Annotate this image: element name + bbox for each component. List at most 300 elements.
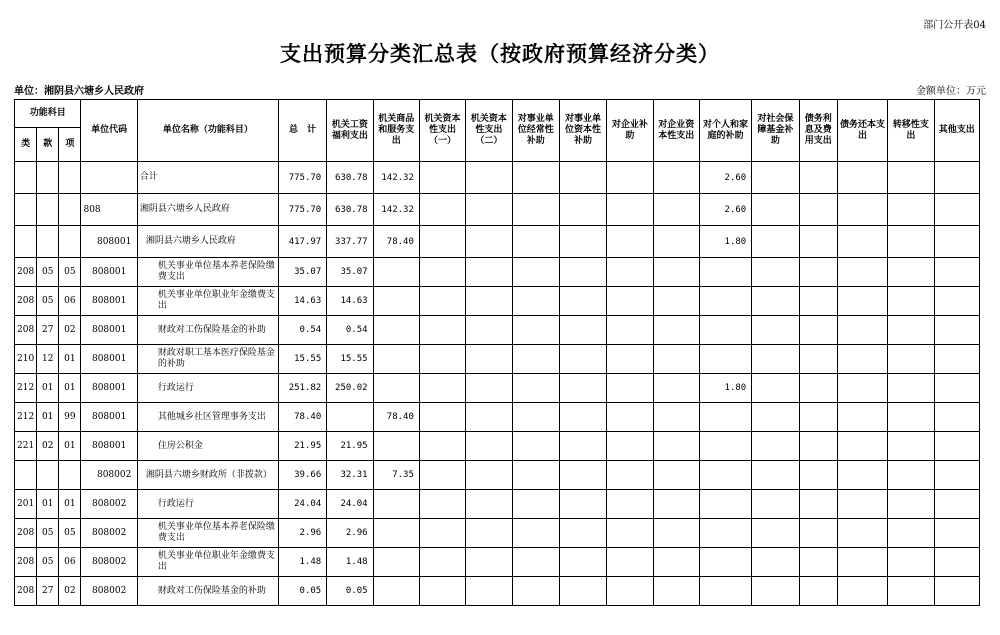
econ-cell bbox=[559, 226, 606, 258]
code-cell: 808 bbox=[81, 194, 137, 226]
table-row bbox=[15, 374, 980, 403]
econ-cell bbox=[607, 577, 653, 606]
econ-cell bbox=[888, 316, 934, 345]
econ-cell: 142.32 bbox=[373, 194, 419, 226]
lei-header: 类 bbox=[15, 128, 37, 162]
table-row bbox=[15, 432, 980, 461]
econ-cell bbox=[653, 403, 699, 432]
econ-cell bbox=[888, 345, 934, 374]
econ-cell bbox=[837, 432, 887, 461]
econ-cell bbox=[466, 490, 512, 519]
econ-cell bbox=[419, 287, 465, 316]
econ-cell bbox=[837, 258, 887, 287]
econ-cell: 32.31 bbox=[327, 461, 373, 490]
econ-cell bbox=[934, 162, 979, 194]
xiang-cell: 01 bbox=[59, 490, 81, 519]
kuan-cell bbox=[37, 194, 59, 226]
table-row bbox=[15, 316, 980, 345]
econ-cell bbox=[607, 548, 653, 577]
econ-cell: 2.60 bbox=[699, 162, 751, 194]
econ-cell bbox=[934, 316, 979, 345]
econ-cell bbox=[559, 162, 606, 194]
kuan-cell bbox=[37, 226, 59, 258]
xiang-cell: 02 bbox=[59, 577, 81, 606]
econ-cell bbox=[653, 519, 699, 548]
xiang-cell bbox=[59, 226, 81, 258]
econ-header: 对企业补助 bbox=[607, 100, 653, 162]
kuan-cell: 27 bbox=[37, 577, 59, 606]
total-cell: 0.54 bbox=[278, 316, 326, 345]
econ-cell bbox=[752, 345, 799, 374]
code-cell: 808002 bbox=[81, 490, 137, 519]
total-cell: 14.63 bbox=[278, 287, 326, 316]
econ-cell bbox=[888, 162, 934, 194]
econ-cell bbox=[653, 194, 699, 226]
econ-cell bbox=[934, 432, 979, 461]
econ-cell bbox=[934, 287, 979, 316]
econ-cell bbox=[934, 577, 979, 606]
econ-cell bbox=[512, 432, 559, 461]
econ-cell bbox=[512, 519, 559, 548]
econ-cell bbox=[373, 490, 419, 519]
econ-cell bbox=[559, 432, 606, 461]
econ-cell bbox=[419, 461, 465, 490]
econ-cell bbox=[512, 490, 559, 519]
name-cell: 机关事业单位基本养老保险缴费支出 bbox=[137, 258, 278, 287]
econ-cell bbox=[512, 548, 559, 577]
econ-cell bbox=[799, 461, 837, 490]
econ-cell bbox=[799, 403, 837, 432]
econ-cell bbox=[419, 519, 465, 548]
code-cell: 808002 bbox=[81, 577, 137, 606]
econ-cell bbox=[837, 345, 887, 374]
econ-cell: 1.80 bbox=[699, 226, 751, 258]
econ-cell bbox=[799, 316, 837, 345]
econ-cell bbox=[607, 226, 653, 258]
econ-cell bbox=[559, 316, 606, 345]
econ-cell bbox=[466, 403, 512, 432]
econ-cell bbox=[934, 461, 979, 490]
econ-cell bbox=[888, 577, 934, 606]
econ-cell bbox=[934, 194, 979, 226]
econ-cell bbox=[419, 548, 465, 577]
econ-cell bbox=[752, 577, 799, 606]
name-cell: 财政对工伤保险基金的补助 bbox=[137, 577, 278, 606]
total-cell: 2.96 bbox=[278, 519, 326, 548]
total-cell: 0.05 bbox=[278, 577, 326, 606]
econ-cell bbox=[419, 345, 465, 374]
econ-cell bbox=[752, 519, 799, 548]
econ-cell bbox=[888, 519, 934, 548]
total-header: 总 计 bbox=[278, 100, 326, 162]
name-cell: 财政对职工基本医疗保险基金的补助 bbox=[137, 345, 278, 374]
econ-cell: 2.96 bbox=[327, 519, 373, 548]
econ-cell bbox=[653, 226, 699, 258]
page-title: 支出预算分类汇总表（按政府预算经济分类） bbox=[280, 41, 720, 66]
econ-cell bbox=[512, 258, 559, 287]
econ-cell bbox=[752, 258, 799, 287]
econ-cell bbox=[888, 258, 934, 287]
econ-cell bbox=[699, 432, 751, 461]
econ-cell bbox=[373, 577, 419, 606]
econ-cell bbox=[512, 577, 559, 606]
name-cell: 湘阴县六塘乡人民政府 bbox=[137, 226, 278, 258]
econ-cell bbox=[799, 287, 837, 316]
code-cell: 808001 bbox=[81, 287, 137, 316]
econ-cell bbox=[559, 403, 606, 432]
econ-cell bbox=[699, 548, 751, 577]
kuan-cell: 05 bbox=[37, 258, 59, 287]
xiang-cell: 06 bbox=[59, 287, 81, 316]
kuan-cell bbox=[37, 162, 59, 194]
econ-cell bbox=[653, 577, 699, 606]
kuan-cell: 12 bbox=[37, 345, 59, 374]
code-header: 单位代码 bbox=[81, 100, 137, 162]
total-cell: 39.66 bbox=[278, 461, 326, 490]
econ-cell bbox=[699, 461, 751, 490]
total-cell: 775.70 bbox=[278, 162, 326, 194]
econ-cell bbox=[607, 461, 653, 490]
econ-cell bbox=[888, 490, 934, 519]
total-cell: 417.97 bbox=[278, 226, 326, 258]
econ-cell bbox=[934, 548, 979, 577]
econ-cell bbox=[512, 287, 559, 316]
econ-cell bbox=[699, 403, 751, 432]
lei-cell: 208 bbox=[15, 316, 37, 345]
name-cell: 合计 bbox=[137, 162, 278, 194]
econ-cell bbox=[934, 403, 979, 432]
budget-table bbox=[14, 99, 980, 606]
table-number: 部门公开表04 bbox=[923, 20, 986, 31]
econ-cell: 14.63 bbox=[327, 287, 373, 316]
econ-cell bbox=[888, 548, 934, 577]
econ-cell: 337.77 bbox=[327, 226, 373, 258]
total-cell: 15.55 bbox=[278, 345, 326, 374]
econ-cell bbox=[752, 287, 799, 316]
econ-cell bbox=[799, 519, 837, 548]
econ-cell bbox=[559, 345, 606, 374]
econ-cell bbox=[934, 258, 979, 287]
lei-cell: 208 bbox=[15, 577, 37, 606]
econ-header: 机关商品和服务支出 bbox=[373, 100, 419, 162]
econ-cell bbox=[837, 490, 887, 519]
econ-cell bbox=[888, 374, 934, 403]
econ-header: 其他支出 bbox=[934, 100, 979, 162]
econ-cell bbox=[419, 490, 465, 519]
econ-cell bbox=[699, 287, 751, 316]
lei-cell: 201 bbox=[15, 490, 37, 519]
econ-cell: 24.04 bbox=[327, 490, 373, 519]
econ-cell bbox=[752, 490, 799, 519]
econ-cell bbox=[752, 403, 799, 432]
econ-cell bbox=[466, 577, 512, 606]
econ-cell bbox=[799, 432, 837, 461]
econ-cell bbox=[607, 374, 653, 403]
econ-cell bbox=[837, 548, 887, 577]
name-header: 单位名称（功能科目） bbox=[137, 100, 278, 162]
table-row bbox=[15, 258, 980, 287]
econ-cell bbox=[752, 461, 799, 490]
econ-cell bbox=[512, 194, 559, 226]
kuan-cell: 05 bbox=[37, 287, 59, 316]
lei-cell bbox=[15, 461, 37, 490]
econ-cell bbox=[466, 519, 512, 548]
xiang-cell: 02 bbox=[59, 316, 81, 345]
econ-cell bbox=[373, 374, 419, 403]
econ-cell bbox=[653, 548, 699, 577]
total-cell: 251.82 bbox=[278, 374, 326, 403]
econ-cell bbox=[559, 287, 606, 316]
total-cell: 78.40 bbox=[278, 403, 326, 432]
econ-cell bbox=[699, 258, 751, 287]
econ-cell: 7.35 bbox=[373, 461, 419, 490]
econ-cell bbox=[559, 258, 606, 287]
econ-cell: 630.78 bbox=[327, 162, 373, 194]
kuan-cell: 27 bbox=[37, 316, 59, 345]
kuan-header: 款 bbox=[37, 128, 59, 162]
econ-cell bbox=[934, 490, 979, 519]
lei-cell bbox=[15, 226, 37, 258]
econ-cell bbox=[653, 162, 699, 194]
econ-cell: 78.40 bbox=[373, 226, 419, 258]
econ-cell bbox=[888, 287, 934, 316]
name-cell: 机关事业单位基本养老保险缴费支出 bbox=[137, 519, 278, 548]
table-row bbox=[15, 519, 980, 548]
table-row bbox=[15, 194, 980, 226]
econ-cell bbox=[934, 374, 979, 403]
econ-cell bbox=[934, 226, 979, 258]
table-row bbox=[15, 403, 980, 432]
econ-cell bbox=[607, 432, 653, 461]
econ-cell bbox=[934, 345, 979, 374]
lei-cell: 208 bbox=[15, 519, 37, 548]
econ-cell bbox=[512, 374, 559, 403]
econ-cell bbox=[466, 432, 512, 461]
econ-cell bbox=[699, 490, 751, 519]
econ-cell bbox=[837, 194, 887, 226]
econ-cell: 0.05 bbox=[327, 577, 373, 606]
code-cell: 808001 bbox=[81, 374, 137, 403]
econ-cell bbox=[607, 162, 653, 194]
econ-cell bbox=[837, 577, 887, 606]
econ-cell bbox=[559, 577, 606, 606]
econ-cell bbox=[419, 374, 465, 403]
econ-header: 债务还本支出 bbox=[837, 100, 887, 162]
xiang-cell bbox=[59, 461, 81, 490]
econ-cell bbox=[799, 490, 837, 519]
econ-cell bbox=[559, 519, 606, 548]
code-cell: 808001 bbox=[81, 226, 137, 258]
econ-cell bbox=[607, 194, 653, 226]
econ-cell bbox=[752, 162, 799, 194]
econ-cell bbox=[837, 461, 887, 490]
econ-cell bbox=[512, 226, 559, 258]
lei-cell: 208 bbox=[15, 548, 37, 577]
econ-cell bbox=[799, 345, 837, 374]
econ-header: 对事业单位资本性补助 bbox=[559, 100, 606, 162]
xiang-cell: 06 bbox=[59, 548, 81, 577]
kuan-cell: 02 bbox=[37, 432, 59, 461]
total-cell: 1.48 bbox=[278, 548, 326, 577]
econ-cell: 1.80 bbox=[699, 374, 751, 403]
econ-cell bbox=[559, 548, 606, 577]
econ-cell bbox=[653, 461, 699, 490]
econ-cell bbox=[653, 258, 699, 287]
econ-cell bbox=[699, 316, 751, 345]
econ-cell bbox=[799, 226, 837, 258]
econ-cell bbox=[419, 162, 465, 194]
econ-cell bbox=[837, 162, 887, 194]
econ-cell bbox=[699, 519, 751, 548]
name-cell: 其他城乡社区管理事务支出 bbox=[137, 403, 278, 432]
econ-cell bbox=[799, 162, 837, 194]
econ-cell bbox=[512, 162, 559, 194]
econ-cell bbox=[653, 345, 699, 374]
econ-cell bbox=[607, 287, 653, 316]
name-cell: 湘阴县六塘乡财政所（非拨款） bbox=[137, 461, 278, 490]
econ-cell bbox=[752, 316, 799, 345]
econ-cell bbox=[837, 287, 887, 316]
total-cell: 775.70 bbox=[278, 194, 326, 226]
econ-cell bbox=[512, 461, 559, 490]
money-unit-label: 金额单位：万元 bbox=[916, 86, 986, 97]
xiang-cell bbox=[59, 162, 81, 194]
name-cell: 住房公积金 bbox=[137, 432, 278, 461]
econ-cell bbox=[888, 461, 934, 490]
xiang-cell: 01 bbox=[59, 345, 81, 374]
xiang-header: 项 bbox=[59, 128, 81, 162]
econ-cell bbox=[419, 226, 465, 258]
econ-header: 机关资本性支出（一） bbox=[419, 100, 465, 162]
econ-cell bbox=[419, 258, 465, 287]
econ-cell bbox=[419, 577, 465, 606]
econ-cell bbox=[466, 258, 512, 287]
econ-cell bbox=[653, 432, 699, 461]
econ-cell bbox=[512, 316, 559, 345]
econ-cell bbox=[419, 316, 465, 345]
econ-cell: 2.60 bbox=[699, 194, 751, 226]
econ-header: 对企业资本性支出 bbox=[653, 100, 699, 162]
econ-cell bbox=[799, 548, 837, 577]
lei-cell: 208 bbox=[15, 287, 37, 316]
table-row bbox=[15, 548, 980, 577]
total-cell: 35.07 bbox=[278, 258, 326, 287]
xiang-cell: 01 bbox=[59, 374, 81, 403]
table-row bbox=[15, 287, 980, 316]
econ-header: 对事业单位经常性补助 bbox=[512, 100, 559, 162]
econ-cell bbox=[419, 194, 465, 226]
econ-cell bbox=[419, 403, 465, 432]
econ-cell bbox=[934, 519, 979, 548]
name-cell: 行政运行 bbox=[137, 374, 278, 403]
econ-cell: 78.40 bbox=[373, 403, 419, 432]
econ-cell bbox=[837, 374, 887, 403]
econ-cell: 630.78 bbox=[327, 194, 373, 226]
econ-cell: 35.07 bbox=[327, 258, 373, 287]
lei-cell bbox=[15, 162, 37, 194]
econ-cell bbox=[466, 345, 512, 374]
name-cell: 机关事业单位职业年金缴费支出 bbox=[137, 548, 278, 577]
econ-cell bbox=[607, 345, 653, 374]
econ-cell bbox=[466, 162, 512, 194]
xiang-cell bbox=[59, 194, 81, 226]
name-cell: 机关事业单位职业年金缴费支出 bbox=[137, 287, 278, 316]
econ-cell bbox=[837, 316, 887, 345]
econ-cell bbox=[752, 374, 799, 403]
econ-cell bbox=[327, 403, 373, 432]
name-cell: 湘阴县六塘乡人民政府 bbox=[137, 194, 278, 226]
econ-cell bbox=[512, 403, 559, 432]
econ-cell bbox=[466, 316, 512, 345]
code-cell bbox=[81, 162, 137, 194]
econ-cell bbox=[559, 490, 606, 519]
econ-cell bbox=[752, 226, 799, 258]
econ-header: 债务利息及费用支出 bbox=[799, 100, 837, 162]
econ-cell bbox=[607, 403, 653, 432]
lei-cell: 208 bbox=[15, 258, 37, 287]
kuan-cell bbox=[37, 461, 59, 490]
unit-label: 单位：湘阴县六塘乡人民政府 bbox=[14, 86, 144, 97]
econ-header: 对个人和家庭的补助 bbox=[699, 100, 751, 162]
code-cell: 808002 bbox=[81, 461, 137, 490]
econ-cell bbox=[607, 258, 653, 287]
xiang-cell: 99 bbox=[59, 403, 81, 432]
total-cell: 21.95 bbox=[278, 432, 326, 461]
kuan-cell: 01 bbox=[37, 490, 59, 519]
econ-cell bbox=[799, 577, 837, 606]
econ-cell bbox=[373, 316, 419, 345]
econ-cell bbox=[559, 194, 606, 226]
econ-header: 机关工资福利支出 bbox=[327, 100, 373, 162]
econ-cell bbox=[837, 519, 887, 548]
econ-cell bbox=[466, 374, 512, 403]
econ-cell bbox=[466, 548, 512, 577]
econ-cell bbox=[466, 226, 512, 258]
econ-cell bbox=[373, 432, 419, 461]
econ-cell bbox=[466, 194, 512, 226]
lei-cell: 212 bbox=[15, 403, 37, 432]
econ-header: 转移性支出 bbox=[888, 100, 934, 162]
econ-cell bbox=[419, 432, 465, 461]
econ-cell bbox=[888, 403, 934, 432]
econ-cell bbox=[837, 226, 887, 258]
econ-cell bbox=[837, 403, 887, 432]
econ-cell bbox=[699, 345, 751, 374]
econ-cell bbox=[653, 490, 699, 519]
lei-cell: 212 bbox=[15, 374, 37, 403]
kuan-cell: 01 bbox=[37, 374, 59, 403]
table-row bbox=[15, 226, 980, 258]
econ-cell bbox=[799, 194, 837, 226]
econ-cell bbox=[888, 432, 934, 461]
xiang-cell: 01 bbox=[59, 432, 81, 461]
econ-cell bbox=[373, 287, 419, 316]
table-row bbox=[15, 461, 980, 490]
econ-cell bbox=[653, 316, 699, 345]
econ-cell bbox=[466, 287, 512, 316]
econ-cell: 1.48 bbox=[327, 548, 373, 577]
table-row bbox=[15, 490, 980, 519]
func-header: 功能科目 bbox=[15, 100, 81, 128]
econ-cell bbox=[373, 548, 419, 577]
econ-cell bbox=[799, 258, 837, 287]
econ-cell bbox=[607, 490, 653, 519]
econ-cell: 250.02 bbox=[327, 374, 373, 403]
kuan-cell: 05 bbox=[37, 548, 59, 577]
econ-cell bbox=[607, 316, 653, 345]
econ-cell bbox=[607, 519, 653, 548]
econ-cell bbox=[653, 374, 699, 403]
